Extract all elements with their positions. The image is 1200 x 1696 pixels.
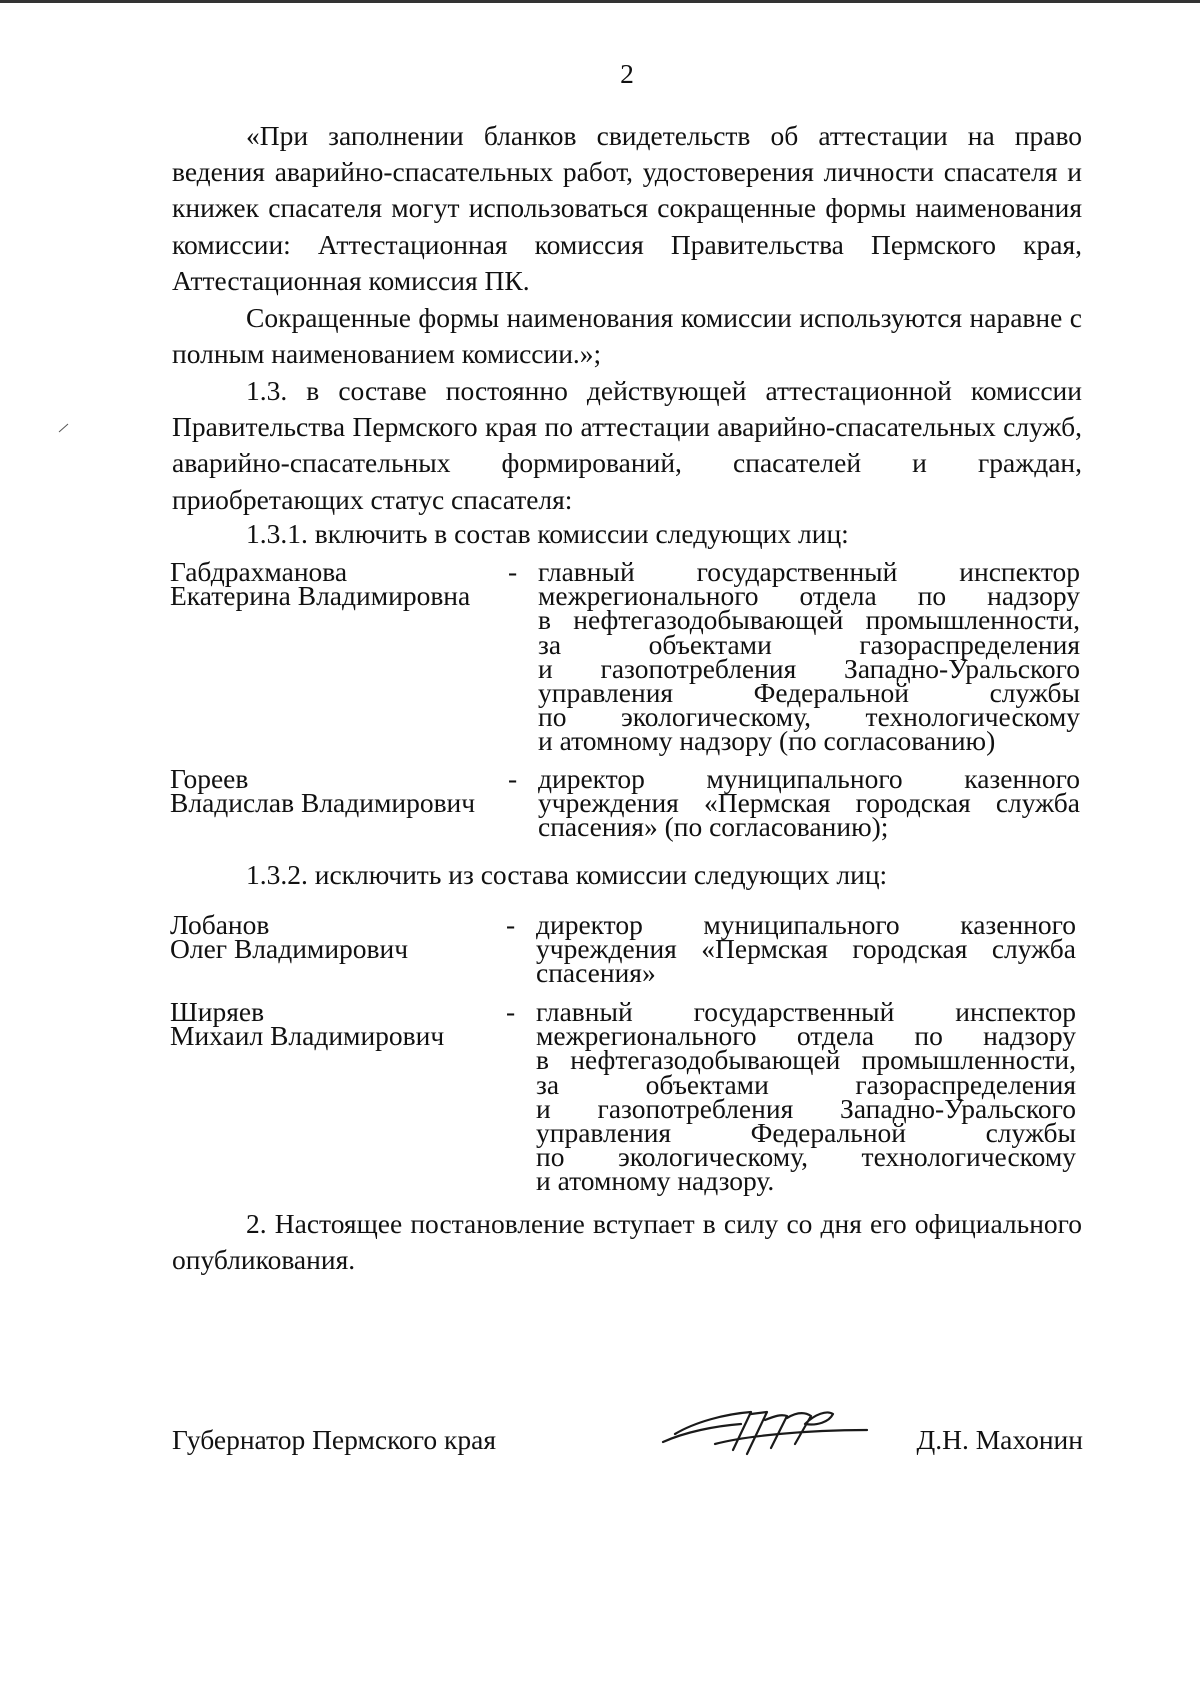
member-position: главный государственный инспектор межрегионального отдела по надзору в нефтегазодобывающей промышленности, за объектами газораспределения и газопотребления Западно-Уральского управления Федеральной службы по экологическому, технологическому и атомному надзору (по согласованию) — [538, 556, 1080, 757]
member-name: Гореев Владислав Владимирович — [170, 763, 476, 819]
dash-separator: - — [508, 556, 518, 587]
scan-top-edge — [0, 0, 1200, 3]
scan-artifact-icon — [58, 422, 70, 434]
paragraph-entry-into-force: 2. Настоящее постановление вступает в силу со дня его официального опубликования. — [172, 1208, 1082, 1276]
paragraph-commission-composition: 1.3. в составе постоянно действующей аттестационной комиссии Правительства Пермского края по аттестации аварийно-спасательных служб, аварийно-спасательных формирований, спасателей и граждан, приобретающих статус спасателя: — [172, 375, 1082, 515]
include-heading: 1.3.1. включить в состав комиссии следующих лиц: — [246, 518, 849, 549]
page-number: 2 — [620, 58, 634, 89]
member-position: главный государственный инспектор межрегионального отдела по надзору в нефтегазодобывающей промышленности, за объектами газораспределения и газопотребления Западно-Уральского управления Федеральной службы по экологическому, технологическому и атомному надзору. — [536, 996, 1076, 1197]
dash-separator: - — [506, 996, 516, 1027]
handwritten-signature-icon — [655, 1392, 875, 1462]
exclude-heading: 1.3.2. исключить из состава комиссии следующих лиц: — [246, 859, 888, 890]
member-name: Габдрахманова Екатерина Владимировна — [170, 556, 471, 612]
member-name: Лобанов Олег Владимирович — [170, 909, 409, 965]
member-name: Ширяев Михаил Владимирович — [170, 996, 445, 1052]
dash-separator: - — [506, 909, 516, 940]
paragraph-short-names: «При заполнении бланков свидетельств об аттестации на право ведения аварийно-спасательных работ, удостоверения личности спасателя и книжек спасателя могут использоваться сокращенные формы наименования комиссии: Аттестационная комиссия Правительства Пермского края, Аттестационная комиссия ПК. — [172, 120, 1082, 296]
dash-separator: - — [508, 763, 518, 794]
member-position: директор муниципального казенного учреждения «Пермская городская служба спасения» — [536, 909, 1076, 989]
signatory-name: Д.Н. Махонин — [916, 1424, 1083, 1455]
member-position: директор муниципального казенного учреждения «Пермская городская служба спасения» (по согласованию); — [538, 763, 1080, 843]
paragraph-short-names-usage: Сокращенные формы наименования комиссии используются наравне с полным наименованием комиссии.»; — [172, 302, 1082, 370]
signatory-title: Губернатор Пермского края — [172, 1424, 496, 1455]
